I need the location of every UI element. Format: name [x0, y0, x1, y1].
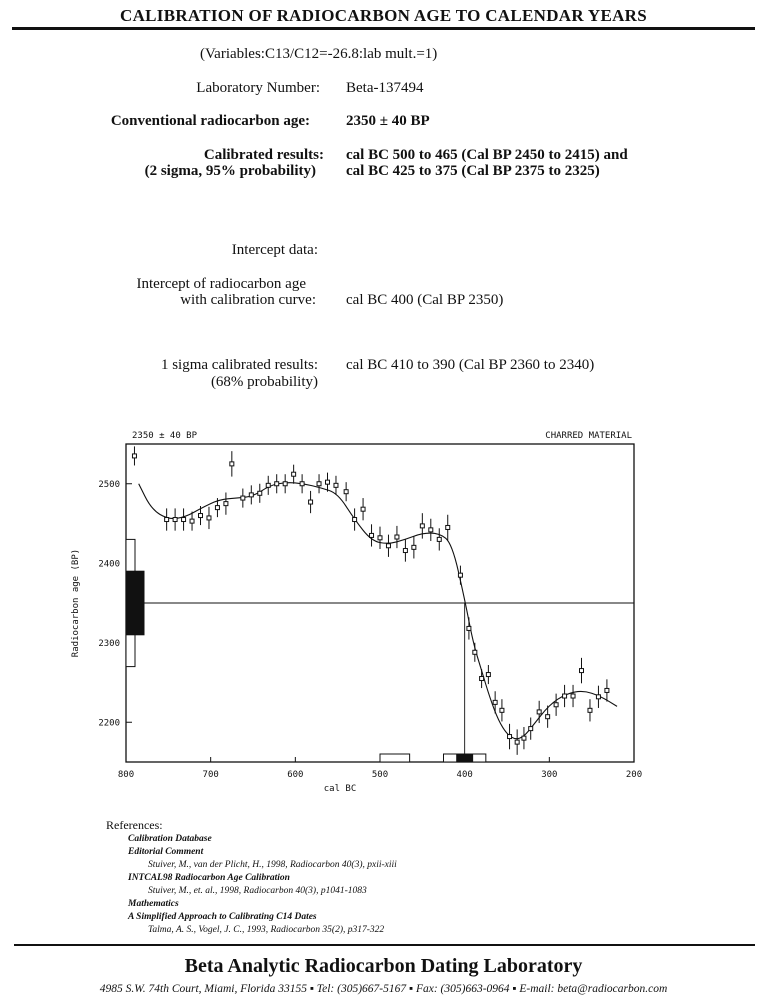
x-tick-label: 200	[625, 770, 643, 780]
data-point	[493, 700, 497, 704]
data-point	[249, 493, 253, 497]
lab-number-label: Laboratory Number:	[196, 80, 320, 96]
data-point	[486, 673, 490, 677]
x-tick-label: 700	[202, 770, 219, 780]
data-point	[165, 518, 169, 522]
data-point	[317, 482, 321, 486]
data-point	[473, 650, 477, 654]
data-point	[458, 573, 462, 577]
calibrated-label-2: (2 sigma, 95% probability)	[144, 163, 316, 179]
footer-rule	[14, 944, 755, 946]
data-point	[370, 533, 374, 537]
data-point	[207, 516, 211, 520]
x-tick-label: 300	[541, 770, 558, 780]
data-point	[554, 703, 558, 707]
data-point	[230, 462, 234, 466]
data-point	[500, 708, 504, 712]
data-point	[190, 519, 194, 523]
intercept-label-2: with calibration curve:	[180, 292, 316, 308]
conventional-age-label: Conventional radiocarbon age:	[110, 113, 310, 129]
data-point	[563, 694, 567, 698]
reference-heading: Calibration Database	[128, 834, 212, 844]
intercept-value: cal BC 400 (Cal BP 2350)	[346, 292, 504, 308]
y-tick-label: 2400	[98, 559, 120, 570]
data-point	[446, 525, 450, 529]
data-point	[529, 727, 533, 731]
calibrated-value-2: cal BC 425 to 375 (Cal BP 2375 to 2325)	[346, 163, 600, 179]
report-title: CALIBRATION OF RADIOCARBON AGE TO CALENDAR YEARS	[120, 6, 647, 25]
data-point	[241, 496, 245, 500]
data-point	[275, 482, 279, 486]
reference-citation: Stuiver, M., van der Plicht, H., 1998, Radiocarbon 40(3), pxii-xiii	[148, 860, 397, 870]
data-point	[480, 677, 484, 681]
y-tick-label: 2500	[98, 479, 120, 490]
reference-heading: A Simplified Approach to Calibrating C14 Dates	[128, 912, 317, 922]
references-list	[128, 833, 628, 937]
lab-number-value: Beta-137494	[346, 80, 424, 96]
one-sigma-label-2: (68% probability)	[210, 374, 318, 390]
reference-heading: Mathematics	[128, 899, 179, 909]
data-point	[353, 518, 357, 522]
data-point	[215, 506, 219, 510]
data-point	[266, 483, 270, 487]
chart-corner-right: CHARRED MATERIAL	[545, 431, 632, 441]
reference-heading: Editorial Comment	[128, 847, 204, 857]
lab-address: 4985 S.W. 74th Court, Miami, Florida 33155 ▪ Tel: (305)667-5167 ▪ Fax: (305)663-0964 ▪ E-mail: beta@radiocarbon.com	[99, 983, 668, 995]
data-point	[515, 740, 519, 744]
data-point	[173, 518, 177, 522]
data-point	[182, 518, 186, 522]
intercept-label-1: Intercept of radiocarbon age	[136, 276, 306, 292]
data-point	[420, 524, 424, 528]
data-point	[467, 626, 471, 630]
data-point	[395, 535, 399, 539]
data-point	[437, 537, 441, 541]
data-point	[292, 472, 296, 476]
data-point	[386, 544, 390, 548]
conventional-age-value: 2350 ± 40 BP	[346, 113, 430, 129]
x-tick-label: 400	[456, 770, 473, 780]
calibrated-value-1: cal BC 500 to 465 (Cal BP 2450 to 2415) and	[346, 147, 628, 163]
calibration-curve	[139, 483, 617, 739]
data-point	[132, 454, 136, 458]
data-point	[378, 536, 382, 540]
data-point	[344, 490, 348, 494]
data-point	[403, 549, 407, 553]
chart-corner-left: 2350 ± 40 BP	[132, 431, 198, 441]
intercept-header: Intercept data:	[231, 242, 318, 258]
data-point	[361, 507, 365, 511]
y-axis-label: Radiocarbon age (BP)	[71, 548, 81, 658]
data-point	[429, 528, 433, 532]
data-point	[300, 482, 304, 486]
data-point	[224, 502, 228, 506]
references-label: References:	[106, 818, 163, 832]
x-tick-label: 800	[117, 770, 135, 780]
data-point	[326, 480, 330, 484]
x-tick-label: 600	[287, 770, 304, 780]
data-point	[588, 708, 592, 712]
cal-range-2sigma	[380, 754, 410, 762]
calibration-chart	[0, 420, 767, 810]
calibrated-label-1: Calibrated results:	[203, 147, 324, 163]
data-point	[537, 710, 541, 714]
data-point	[334, 483, 338, 487]
data-point	[412, 545, 416, 549]
reference-citation: Talma, A. S., Vogel, J. C., 1993, Radiocarbon 35(2), p317-322	[148, 925, 385, 935]
data-point	[309, 500, 313, 504]
cal-range-1sigma	[456, 754, 473, 762]
data-point	[199, 514, 203, 518]
data-point	[580, 669, 584, 673]
data-point	[283, 482, 287, 486]
x-tick-label: 500	[371, 770, 389, 780]
data-point	[508, 735, 512, 739]
sigma1-age-bar	[126, 571, 144, 635]
data-point	[546, 715, 550, 719]
data-point	[605, 688, 609, 692]
variables-text: (Variables:C13/C12=-26.8:lab mult.=1)	[200, 46, 438, 62]
reference-heading: INTCAL98 Radiocarbon Age Calibration	[128, 873, 290, 883]
lab-name: Beta Analytic Radiocarbon Dating Laboratory	[184, 955, 583, 977]
data-point	[596, 695, 600, 699]
title-rule	[12, 27, 755, 30]
one-sigma-value: cal BC 410 to 390 (Cal BP 2360 to 2340)	[346, 357, 595, 373]
y-tick-label: 2200	[98, 718, 120, 729]
data-point	[522, 736, 526, 740]
reference-citation: Stuiver, M., et. al., 1998, Radiocarbon 40(3), p1041-1083	[148, 886, 367, 896]
one-sigma-label-1: 1 sigma calibrated results:	[160, 357, 318, 373]
x-axis-label: cal BC	[323, 784, 357, 794]
data-point	[571, 694, 575, 698]
y-tick-label: 2300	[98, 638, 120, 649]
data-point	[258, 491, 262, 495]
